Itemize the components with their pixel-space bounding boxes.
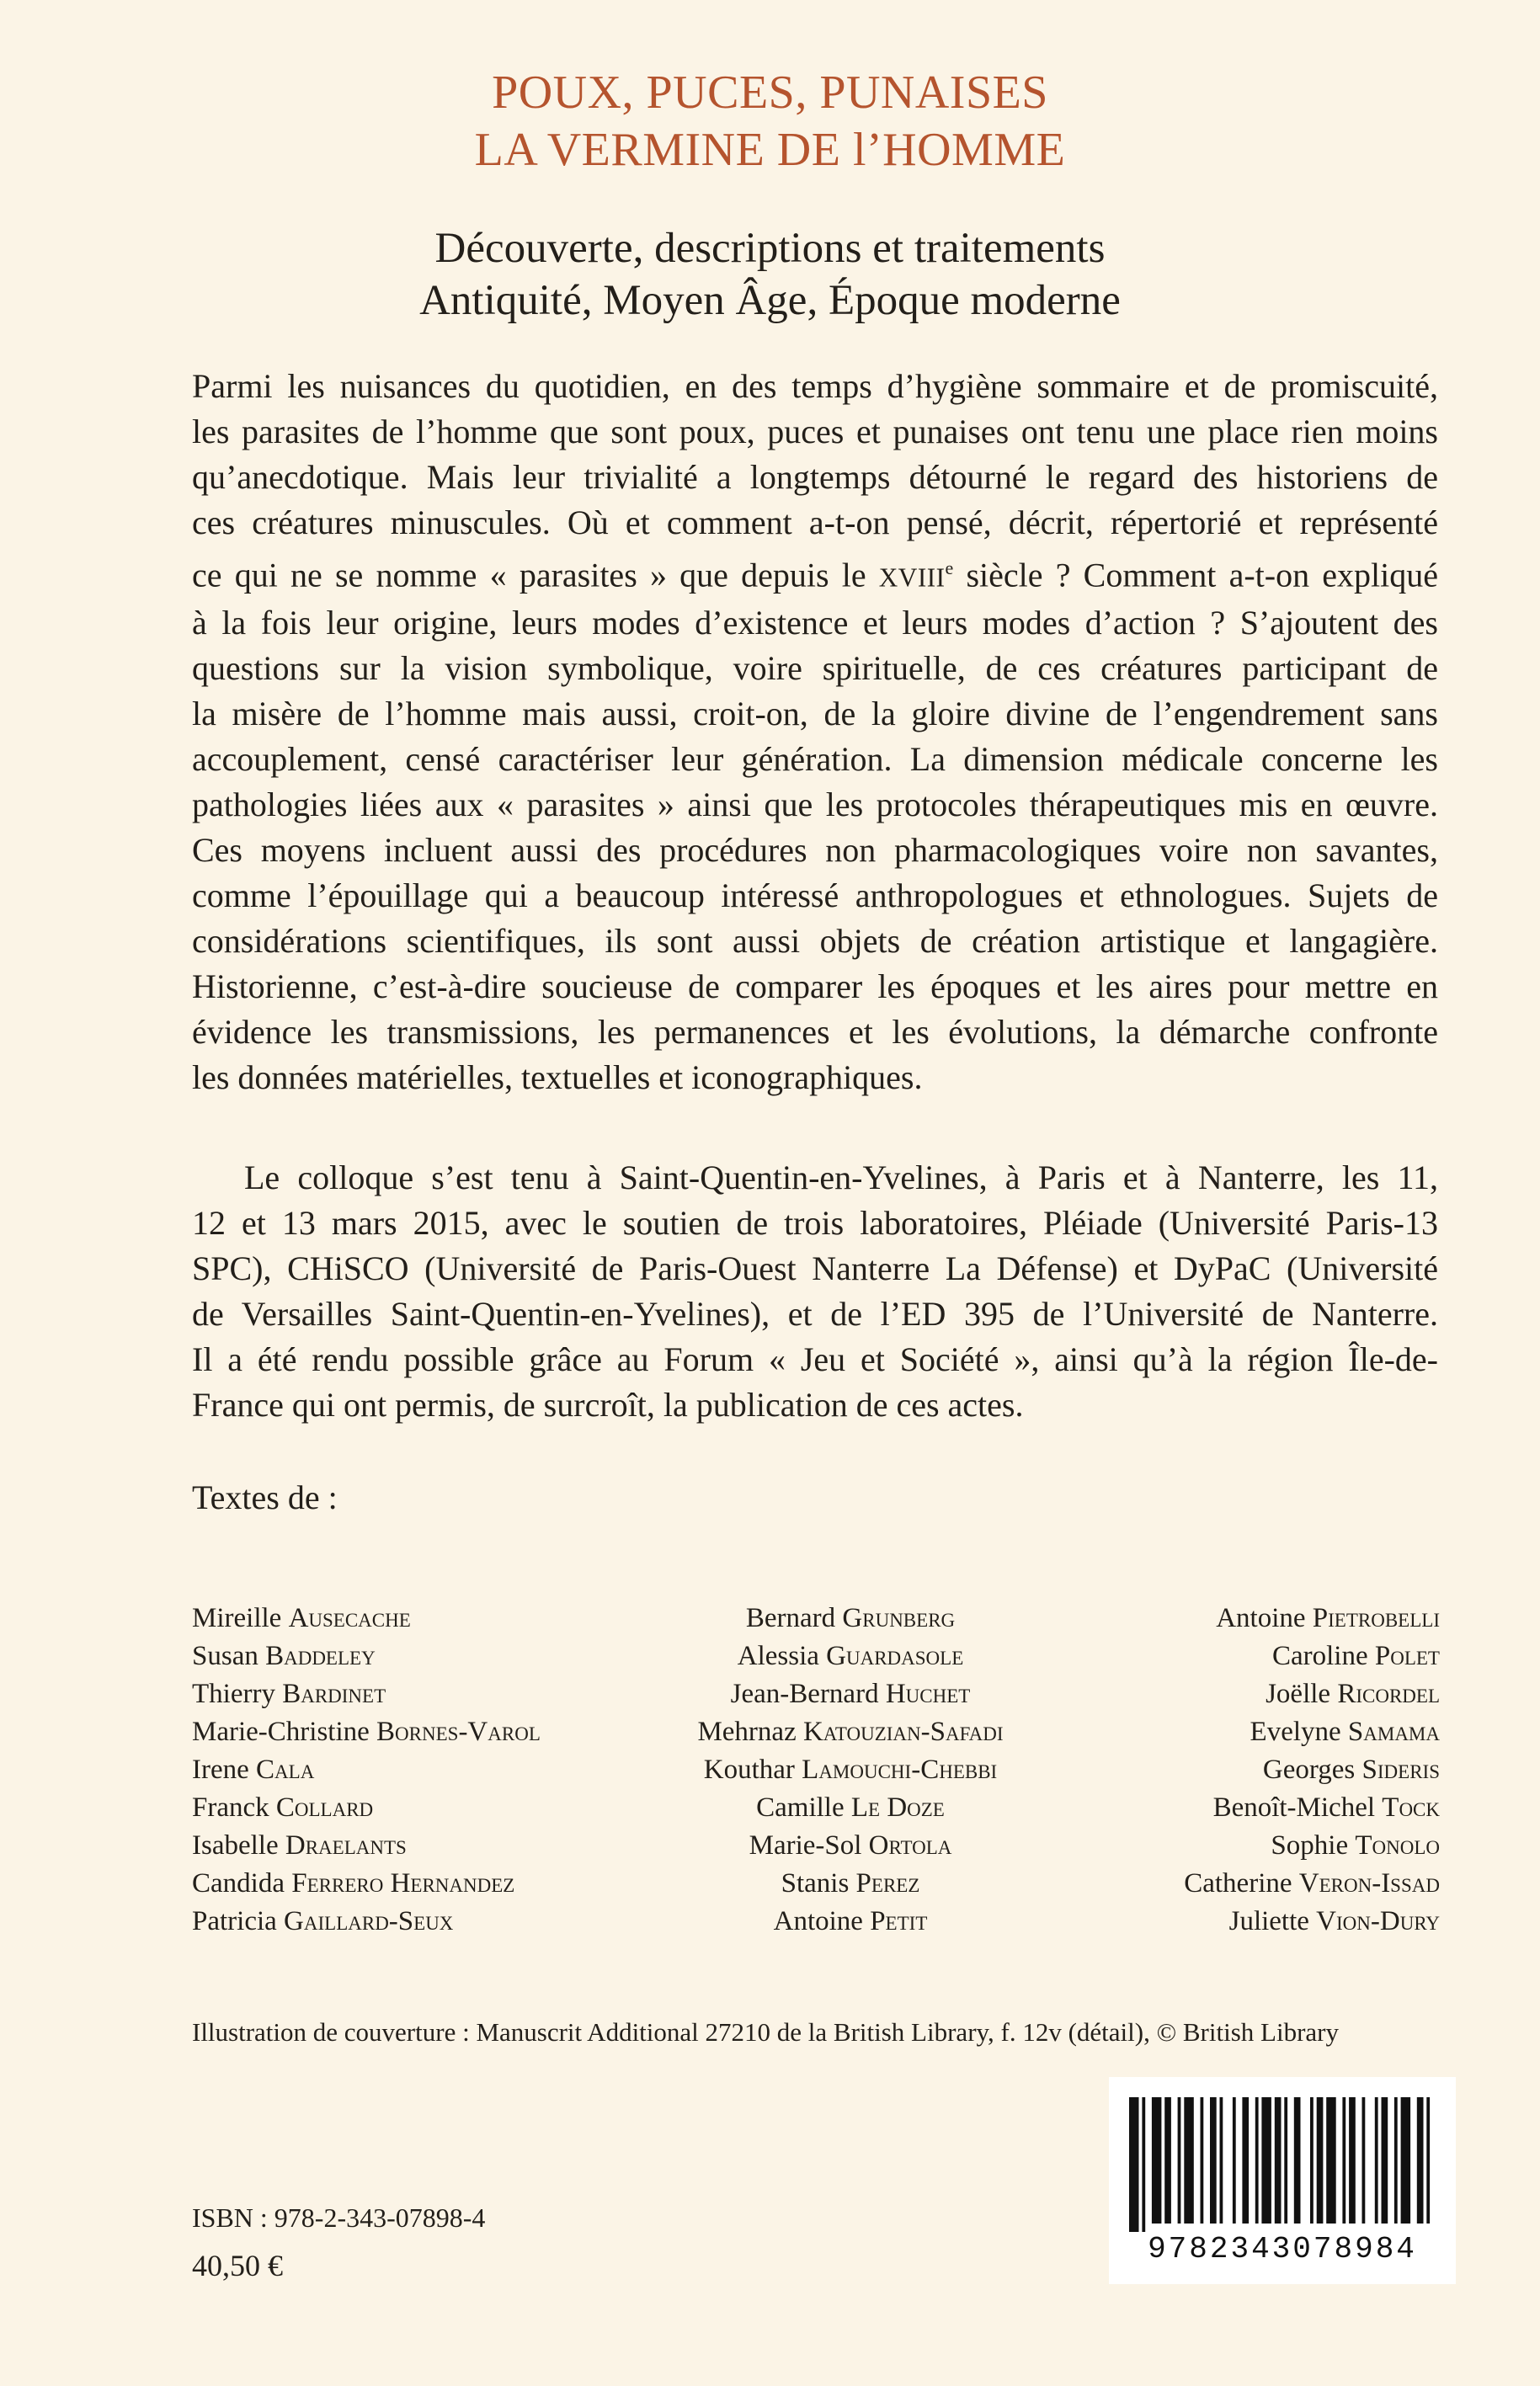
book-title-line-2: LA VERMINE DE l’HOMME [474,124,1066,176]
author-first-name: Mehrnaz [697,1717,797,1747]
author-last-name: Samama [1347,1717,1440,1747]
description-line: la misère de l’homme mais aussi, croit-on, de la gloire divine de l’engendrement sans [192,695,1438,733]
barcode-bar [1220,2097,1223,2224]
colloque-line: SPC), CHiSCO (Université de Paris-Ouest Nanterre La Défense) et DyPaC (Université [192,1249,1438,1287]
description-line: comme l’épouillage qui a beaucoup intéressé anthropologues et ethnologues. Sujets de [192,876,1438,915]
century-superscript: e [945,557,954,578]
author-first-name: Kouthar [703,1755,795,1785]
barcode-bar [1342,2097,1346,2224]
authors-column-1 [192,1600,541,1941]
author-first-name: Georges [1262,1755,1356,1785]
barcode-bar [1417,2097,1424,2224]
description-line: Parmi les nuisances du quotidien, en des temps d’hygiène sommaire et de promiscuité, [192,367,1438,405]
author-first-name: Mireille [192,1603,282,1633]
barcode-bar [1184,2097,1194,2224]
author-name [1095,1865,1440,1903]
author-first-name: Marie-Sol [749,1830,862,1861]
barcode-bar [1152,2097,1162,2224]
author-last-name: Ricordel [1337,1679,1440,1709]
author-name [657,1600,1044,1638]
description-line: considérations scientifiques, ils sont aussi objets de création artistique et langagière. [192,922,1438,961]
author-name [192,1865,541,1903]
barcode-bar [1142,2097,1145,2232]
author-first-name: Juliette [1228,1906,1309,1936]
author-first-name: Caroline [1271,1641,1368,1671]
author-first-name: Antoine [773,1906,863,1936]
barcode-bar [1129,2097,1139,2232]
author-name [657,1638,1044,1675]
author-name [1095,1675,1440,1713]
barcode-bar [1164,2097,1171,2224]
description-line: ces créatures minuscules. Où et comment a-t-on pensé, décrit, répertorié et représenté [192,503,1438,541]
description-line: questions sur la vision symbolique, voire spirituelle, de ces créatures participant de [192,649,1438,688]
author-first-name: Susan [192,1641,258,1671]
author-first-name: Catherine [1184,1868,1292,1899]
author-name [657,1751,1044,1789]
barcode-bar [1242,2097,1249,2224]
author-last-name: Perez [855,1868,920,1899]
century-numeral: XVIII [878,562,946,593]
author-name [1095,1827,1440,1865]
author-name [192,1638,541,1675]
author-name [657,1827,1044,1865]
book-subtitle-line-2: Antiquité, Moyen Âge, Époque moderne [419,277,1121,324]
description-line: évidence les transmissions, les permanences et les évolutions, la démarche confronte [192,1013,1438,1052]
description-line: les parasites de l’homme que sont poux, puces et punaises ont tenu une place rien moins [192,413,1438,450]
author-last-name: Katouzian-Safadi [802,1717,1004,1747]
barcode-bar [1382,2097,1388,2224]
isbn: ISBN : 978-2-343-07898-4 [192,2202,486,2233]
description-line: Historienne, c’est-à-dire soucieuse de comparer les époques et les aires pour mettre en [192,967,1438,1006]
barcode-bar [1349,2097,1356,2224]
description-line: qu’anecdotique. Mais leur trivialité a longtemps détourné le regard des historiens de [192,458,1438,496]
author-first-name: Alessia [737,1641,819,1671]
author-last-name: Bornes-Varol [376,1717,541,1747]
barcode-bar [1326,2097,1336,2224]
colloque-line: Il a été rendu possible grâce au Forum « Jeu et Société », ainsi qu’à la région Île-de- [192,1340,1438,1378]
description-line-century [192,546,1438,600]
author-last-name: Bardinet [282,1679,386,1709]
barcode-bar [1210,2097,1217,2224]
barcode-bar [1426,2097,1430,2224]
author-name [1095,1789,1440,1827]
author-first-name: Irene [192,1755,249,1785]
author-first-name: Antoine [1216,1603,1306,1633]
author-first-name: Bernard [745,1603,836,1633]
author-last-name: Polet [1374,1641,1440,1671]
author-last-name: Guardasole [826,1641,964,1671]
description-line: à la fois leur origine, leurs modes d’existence et leurs modes d’action ? S’ajoutent des [192,604,1438,642]
author-name [192,1713,541,1751]
author-last-name: Lamouchi-Chebbi [802,1755,998,1785]
description-line: pathologies liées aux « parasites » ainsi que les protocoles thérapeutiques mis en œuvre. [192,786,1438,824]
author-name [657,1675,1044,1713]
author-last-name: Ortola [868,1830,952,1861]
barcode-bar [1294,2097,1301,2224]
author-last-name: Collard [275,1792,374,1823]
barcode-bar [1275,2097,1282,2224]
author-first-name: Thierry [192,1679,275,1709]
author-last-name: Le Doze [850,1792,945,1823]
author-last-name: Gaillard-Seux [284,1906,454,1936]
barcode-bar [1375,2097,1378,2224]
barcode-bar [1261,2097,1271,2224]
description-line: accouplement, censé caractériser leur génération. La dimension médicale concerne les [192,740,1438,779]
author-name [1095,1713,1440,1751]
author-last-name: Pietrobelli [1312,1603,1440,1633]
author-last-name: Cala [256,1755,315,1785]
description-line-century-pre: ce qui ne se nomme « parasites » que depuis le [192,556,866,594]
description-line-century-post: siècle ? Comment a-t-on expliqué [966,556,1439,594]
author-first-name: Candida [192,1868,285,1899]
barcode-bar [1401,2097,1411,2224]
author-name [192,1827,541,1865]
barcode-bar [1201,2097,1204,2224]
price: 40,50 € [192,2249,283,2282]
colloque-line: France qui ont permis, de surcroît, la publication de ces actes. [192,1386,1024,1424]
author-first-name: Isabelle [192,1830,279,1861]
author-name [1095,1638,1440,1675]
book-title-line-1: POUX, PUCES, PUNAISES [492,67,1048,119]
colloque-line: 12 et 13 mars 2015, avec le soutien de trois laboratoires, Pléiade (Université Paris-13 [192,1204,1438,1242]
author-first-name: Evelyne [1250,1717,1341,1747]
colloque-paragraph [192,1155,1438,1428]
author-last-name: Sideris [1361,1755,1440,1785]
textes-de-label: Textes de : [192,1478,338,1516]
barcode-bar [1178,2097,1181,2224]
barcode [1109,2077,1456,2284]
author-last-name: Ausecache [288,1603,411,1633]
author-name [657,1903,1044,1941]
author-last-name: Huchet [885,1679,971,1709]
author-last-name: Vion-Dury [1316,1906,1440,1936]
author-first-name: Sophie [1271,1830,1349,1861]
author-name [192,1675,541,1713]
author-first-name: Patricia [192,1906,277,1936]
illustration-credit: Illustration de couverture : Manuscrit Additional 27210 de la British Library, f. 12v (détail), © British Library [192,2017,1339,2047]
author-name [1095,1600,1440,1638]
book-subtitle-line-1: Découverte, descriptions et traitements [434,225,1106,272]
author-last-name: Veron-Issad [1298,1868,1440,1899]
barcode-bar [1362,2097,1366,2224]
author-name [192,1751,541,1789]
author-last-name: Ferrero Hernandez [291,1868,515,1899]
author-last-name: Tonolo [1355,1830,1440,1861]
barcode-digits: 9782343078984 [1148,2232,1417,2266]
author-first-name: Stanis [781,1868,850,1899]
barcode-bar [1317,2097,1324,2224]
author-last-name: Baddeley [265,1641,376,1671]
author-name [192,1600,541,1638]
author-last-name: Grunberg [842,1603,956,1633]
authors-column-3 [1095,1600,1440,1941]
author-name [192,1789,541,1827]
description-paragraph [192,364,1438,1100]
barcode-bar [1284,2097,1287,2224]
author-last-name: Draelants [285,1830,407,1861]
author-first-name: Camille [756,1792,845,1823]
barcode-bar [1310,2097,1314,2224]
author-first-name: Joëlle [1266,1679,1331,1709]
author-name [657,1789,1044,1827]
barcode-bar [1394,2097,1398,2224]
author-name [1095,1903,1440,1941]
author-first-name: Marie-Christine [192,1717,370,1747]
description-line: les données matérielles, textuelles et iconographiques. [192,1058,923,1097]
author-first-name: Jean-Bernard [730,1679,879,1709]
barcode-bar [1255,2097,1259,2224]
author-name [657,1713,1044,1751]
barcode-icon [1109,2077,1456,2284]
author-last-name: Tock [1382,1792,1440,1823]
author-name [657,1865,1044,1903]
barcode-bar [1233,2097,1236,2224]
authors-column-2 [657,1600,1044,1941]
description-line: Ces moyens incluent aussi des procédures non pharmacologiques voire non savantes, [192,831,1438,870]
colloque-line: de Versailles Saint-Quentin-en-Yvelines), et de l’ED 395 de l’Université de Nanterre. [192,1295,1438,1333]
author-name [192,1903,541,1941]
author-first-name: Benoît-Michel [1212,1792,1376,1823]
author-name [1095,1751,1440,1789]
colloque-line: Le colloque s’est tenu à Saint-Quentin-en-Yvelines, à Paris et à Nanterre, les 11, [244,1158,1438,1196]
author-last-name: Petit [870,1906,928,1936]
author-first-name: Franck [192,1792,269,1823]
